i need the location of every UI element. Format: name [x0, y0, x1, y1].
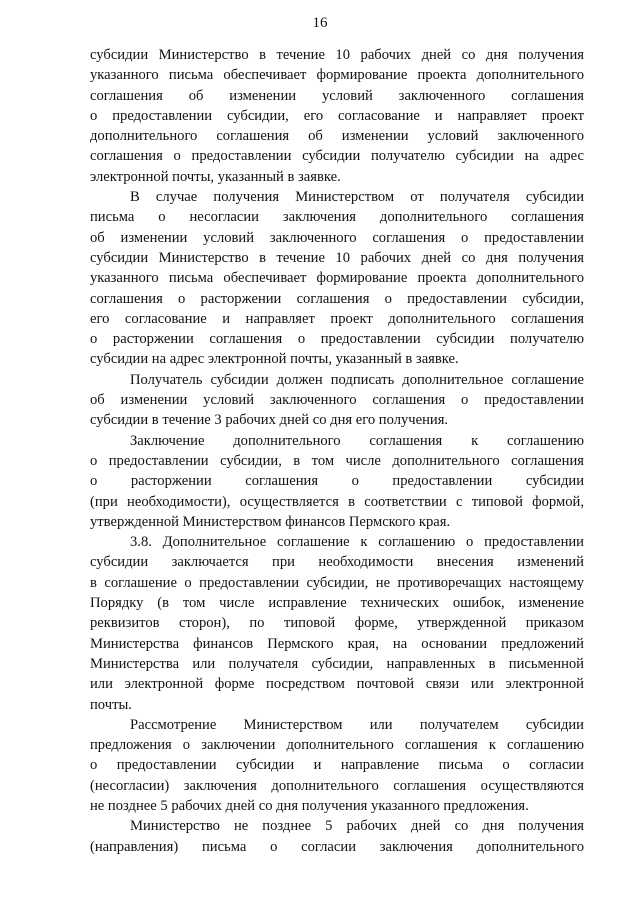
text-line: письма о несогласии заключения дополнительного соглашения	[90, 209, 584, 226]
text-line: Порядку (в том числе исправление технических ошибок, изменение	[90, 595, 584, 612]
text-line: предложения о заключении дополнительного соглашения к соглашению	[90, 737, 584, 754]
text-line: о предоставлении субсидии, его согласование и направляет проект	[90, 107, 584, 124]
text-line: (несогласии) заключения дополнительного соглашения осуществляются	[90, 777, 584, 794]
text-line: или электронной форме посредством почтовой связи или электронной	[90, 676, 584, 693]
text-line: о предоставлении субсидии, в том числе дополнительного соглашения	[90, 452, 584, 469]
text-line: дополнительного соглашения об изменении условий заключенного	[90, 128, 584, 145]
text-line: субсидии Министерство в течение 10 рабочих дней со дня получения	[90, 47, 584, 63]
paragraph	[90, 532, 584, 715]
text-line: об изменении условий заключенного соглашения о предоставлении	[90, 392, 584, 409]
text-line: реквизитов сторон), по типовой форме, утвержденной приказом	[90, 615, 584, 632]
text-line: соглашения о расторжении соглашения о предоставлении субсидии,	[90, 290, 584, 307]
paragraph	[90, 431, 584, 532]
text-line: почты.	[90, 696, 132, 713]
paragraph	[90, 816, 584, 857]
text-line: (при необходимости), осуществляется в соответствии с типовой формой,	[90, 493, 584, 510]
text-line: его согласование и направляет проект дополнительного соглашения	[90, 310, 584, 327]
text-line: о расторжении соглашения о предоставлении субсидии получателю	[90, 331, 584, 348]
paragraph	[90, 715, 584, 816]
text-line: Министерства финансов Пермского края, на основании предложений	[90, 635, 584, 652]
text-line: (направления) письма о согласии заключения дополнительного	[90, 838, 584, 855]
text-line: субсидии на адрес электронной почты, указанный в заявке.	[90, 351, 459, 368]
text-line: 3.8. Дополнительное соглашение к соглашению о предоставлении	[130, 534, 584, 551]
text-line: Министерство не позднее 5 рабочих дней со дня получения	[130, 818, 584, 835]
text-line: Заключение дополнительного соглашения к соглашению	[130, 432, 584, 449]
text-line: электронной почты, указанный в заявке.	[90, 168, 341, 185]
text-line: Рассмотрение Министерством или получателем субсидии	[130, 716, 584, 733]
page-number: 16	[312, 15, 328, 31]
text-line: соглашения об изменении условий заключенного соглашения	[90, 87, 584, 104]
text-line: не позднее 5 рабочих дней со дня получения указанного предложения.	[90, 797, 529, 814]
text-line: субсидии в течение 3 рабочих дней со дня его получения.	[90, 412, 449, 429]
text-line: Получатель субсидии должен подписать дополнительное соглашение	[130, 371, 584, 388]
paragraph	[90, 370, 584, 431]
text-line: утвержденной Министерством финансов Пермского края.	[90, 513, 451, 530]
text-line: субсидии Министерство в течение 10 рабочих дней со дня получения	[90, 249, 584, 266]
text-line: об изменении условий заключенного соглашения о предоставлении	[90, 229, 584, 246]
text-line: указанного письма обеспечивает формирование проекта дополнительного	[90, 67, 584, 84]
text-line: в соглашение о предоставлении субсидии, не противоречащих настоящему	[90, 574, 584, 591]
text-line: В случае получения Министерством от получателя субсидии	[130, 189, 584, 206]
paragraph	[90, 45, 584, 187]
text-line: указанного письма обеспечивает формирование проекта дополнительного	[90, 270, 584, 287]
text-line: субсидии заключается при необходимости внесения изменений	[90, 554, 584, 571]
document-body	[90, 45, 584, 857]
text-line: о предоставлении субсидии и направление письма о согласии	[90, 757, 584, 774]
text-line: о расторжении соглашения о предоставлении субсидии	[90, 473, 584, 490]
text-line: Министерства или получателя субсидии, направленных в письменной	[90, 655, 584, 672]
text-line: соглашения о предоставлении субсидии получателю субсидии на адрес	[90, 148, 584, 165]
paragraph	[90, 187, 584, 370]
